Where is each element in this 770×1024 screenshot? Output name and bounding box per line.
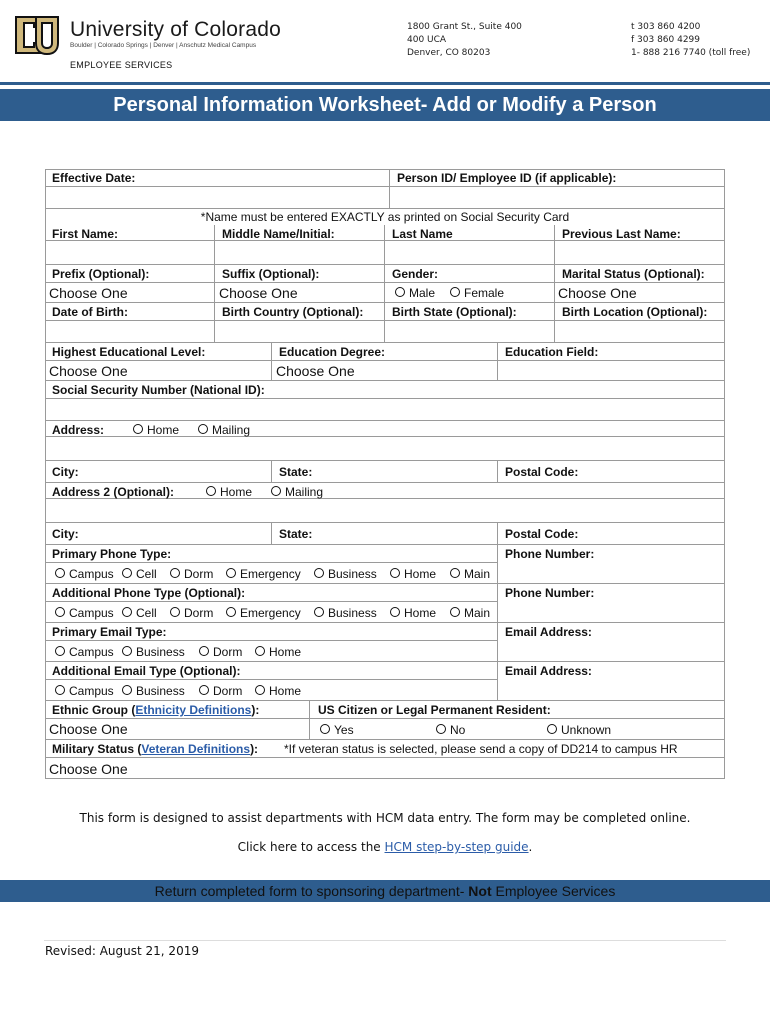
radio-circle-icon [55,568,65,578]
addl-phone-cell-radio[interactable]: Cell [122,606,157,620]
city-cell[interactable] [45,461,272,483]
phone-emergency-radio[interactable]: Emergency [226,567,301,581]
additional-phone-number-label: Phone Number: [505,586,595,600]
state2-label: State: [279,527,313,541]
revised-date: Revised: August 21, 2019 [45,944,199,958]
addl-email-home-radio[interactable]: Home [255,684,301,698]
radio-circle-icon [122,568,132,578]
footer-note: This form is designed to assist departments with HCM data entry. The form may be completed online. [79,811,691,825]
phone-number-label: Phone Number: [505,547,595,561]
birth-state-field[interactable] [385,321,555,343]
veteran-note: *If veteran status is selected, please send a copy of DD214 to campus HR [284,742,678,756]
city2-label: City: [52,527,79,541]
address-label: Address: [52,423,105,437]
postal2-label: Postal Code: [505,527,579,541]
primary-email-type-label: Primary Email Type: [52,625,167,639]
name-note: *Name must be entered EXACTLY as printed on Social Security Card [200,210,570,224]
radio-circle-icon [271,486,281,496]
radio-circle-icon [450,287,460,297]
suffix-value: Choose One [219,285,298,301]
address-home-radio[interactable]: Home [133,423,179,437]
birth-country-field[interactable] [215,321,385,343]
radio-circle-icon [226,607,236,617]
radio-circle-icon [198,424,208,434]
radio-circle-icon [547,724,557,734]
header-divider [0,82,770,85]
first-name-field[interactable] [45,241,215,265]
ethnic-group-label: Ethnic Group (Ethnicity Definitions): [52,703,260,717]
dob-field[interactable] [45,321,215,343]
address-mailing-radio[interactable]: Mailing [198,423,250,437]
radio-circle-icon [255,685,265,695]
edu-level-value: Choose One [49,363,128,379]
addl-email-campus-radio[interactable]: Campus [55,684,114,698]
additional-email-type-label: Additional Email Type (Optional): [52,664,241,678]
addl-email-business-radio[interactable]: Business [122,684,185,698]
marital-status-value: Choose One [558,285,637,301]
last-name-field[interactable] [385,241,555,265]
return-instruction: Return completed form to sponsoring department- Not Employee Services [154,883,616,899]
radio-circle-icon [122,607,132,617]
birth-location-field[interactable] [555,321,725,343]
prefix-value: Choose One [49,285,128,301]
citizen-unknown-radio[interactable]: Unknown [547,723,611,737]
contact-phones: t 303 860 4200 f 303 860 4299 1- 888 216 7740 (toll free) [631,22,751,58]
revised-divider [44,940,726,941]
addl-phone-dorm-radio[interactable]: Dorm [170,606,213,620]
radio-circle-icon [199,685,209,695]
radio-circle-icon [390,607,400,617]
edu-degree-label: Education Degree: [279,345,386,359]
university-name: University of Colorado [70,18,281,41]
additional-email-address-label: Email Address: [505,664,592,678]
citizen-no-radio[interactable]: No [436,723,465,737]
edu-field-label: Education Field: [505,345,599,359]
department-name: EMPLOYEE SERVICES [70,60,173,70]
veteran-definitions-link[interactable]: Veteran Definitions [141,742,251,756]
radio-circle-icon [395,287,405,297]
gender-male-radio[interactable]: Male [395,286,435,300]
radio-circle-icon [206,486,216,496]
marital-status-label: Marital Status (Optional): [562,267,705,281]
radio-circle-icon [170,568,180,578]
email-business-radio[interactable]: Business [122,645,185,659]
radio-circle-icon [390,568,400,578]
additional-phone-number-field[interactable] [498,584,725,623]
phone-home-radio[interactable]: Home [390,567,436,581]
phone-business-radio[interactable]: Business [314,567,377,581]
military-status-label: Military Status (Veteran Definitions): [52,742,259,756]
addl-email-dorm-radio[interactable]: Dorm [199,684,242,698]
radio-circle-icon [436,724,446,734]
phone-dorm-radio[interactable]: Dorm [170,567,213,581]
addl-phone-campus-radio[interactable]: Campus [55,606,114,620]
birth-location-label: Birth Location (Optional): [562,305,708,319]
addl-phone-home-radio[interactable]: Home [390,606,436,620]
suffix-label: Suffix (Optional): [222,267,320,281]
email-campus-radio[interactable]: Campus [55,645,114,659]
phone-cell-radio[interactable]: Cell [122,567,157,581]
radio-circle-icon [122,646,132,656]
addl-phone-main-radio[interactable]: Main [450,606,490,620]
middle-name-label: Middle Name/Initial: [222,227,335,241]
ethnicity-definitions-link[interactable]: Ethnicity Definitions [135,703,252,717]
primary-phone-type-label: Primary Phone Type: [52,547,172,561]
page-title: Personal Information Worksheet- Add or Modify a Person [113,94,657,116]
additional-email-field[interactable] [498,662,725,701]
radio-circle-icon [255,646,265,656]
city2-cell[interactable] [45,523,272,545]
radio-circle-icon [55,607,65,617]
radio-circle-icon [133,424,143,434]
birth-country-label: Birth Country (Optional): [222,305,364,319]
citizen-options [310,719,725,740]
address2-label: Address 2 (Optional): [52,485,175,499]
addl-phone-emergency-radio[interactable]: Emergency [226,606,301,620]
radio-circle-icon [450,568,460,578]
person-id-label: Person ID/ Employee ID (if applicable): [397,171,617,185]
additional-phone-type-label: Additional Phone Type (Optional): [52,586,246,600]
citizen-yes-radio[interactable]: Yes [320,723,354,737]
effective-date-field[interactable] [45,187,390,209]
email-home-radio[interactable]: Home [255,645,301,659]
citizen-label: US Citizen or Legal Permanent Resident: [318,703,551,717]
radio-circle-icon [55,685,65,695]
email-address-label: Email Address: [505,625,592,639]
previous-last-name-field[interactable] [555,241,725,265]
radio-circle-icon [55,646,65,656]
edu-degree-value: Choose One [276,363,355,379]
radio-circle-icon [320,724,330,734]
ssn-label: Social Security Number (National ID): [52,383,265,397]
edu-field-input[interactable] [498,361,725,381]
dob-label: Date of Birth: [52,305,128,319]
ssn-field[interactable] [45,399,725,421]
addl-phone-business-radio[interactable]: Business [314,606,377,620]
hcm-guide-link[interactable]: HCM step-by-step guide [384,840,529,854]
first-name-label: First Name: [52,227,119,241]
middle-name-field[interactable] [215,241,385,265]
effective-date-label: Effective Date: [52,171,136,185]
city-label: City: [52,465,79,479]
military-status-select[interactable] [45,758,725,779]
campus-list: Boulder | Colorado Springs | Denver | Anschutz Medical Campus [70,42,257,49]
state-label: State: [279,465,313,479]
address2-field[interactable] [45,499,725,523]
previous-last-name-label: Previous Last Name: [562,227,681,241]
radio-circle-icon [314,568,324,578]
radio-circle-icon [450,607,460,617]
phone-campus-radio[interactable]: Campus [55,567,114,581]
postal-label: Postal Code: [505,465,579,479]
radio-circle-icon [314,607,324,617]
radio-circle-icon [199,646,209,656]
address2-home-radio[interactable]: Home [206,485,252,499]
radio-circle-icon [122,685,132,695]
address2-mailing-radio[interactable]: Mailing [271,485,323,499]
military-status-value: Choose One [49,761,128,777]
primary-phone-number-field[interactable] [498,545,725,584]
guide-note: Click here to access the HCM step-by-step guide. [237,840,533,854]
mailing-address: 1800 Grant St., Suite 400 400 UCA Denver, CO 80203 [407,22,522,58]
prefix-label: Prefix (Optional): [52,267,150,281]
radio-circle-icon [226,568,236,578]
person-id-field[interactable] [390,187,725,209]
gender-label: Gender: [392,267,439,281]
last-name-label: Last Name [392,227,453,241]
phone-main-radio[interactable]: Main [450,567,490,581]
gender-female-radio[interactable]: Female [450,286,504,300]
email-dorm-radio[interactable]: Dorm [199,645,242,659]
address-field[interactable] [45,437,725,461]
edu-level-label: Highest Educational Level: [52,345,206,359]
cu-logo [14,13,60,57]
primary-email-field[interactable] [498,623,725,662]
birth-state-label: Birth State (Optional): [392,305,517,319]
ethnic-group-value: Choose One [49,721,128,737]
radio-circle-icon [170,607,180,617]
